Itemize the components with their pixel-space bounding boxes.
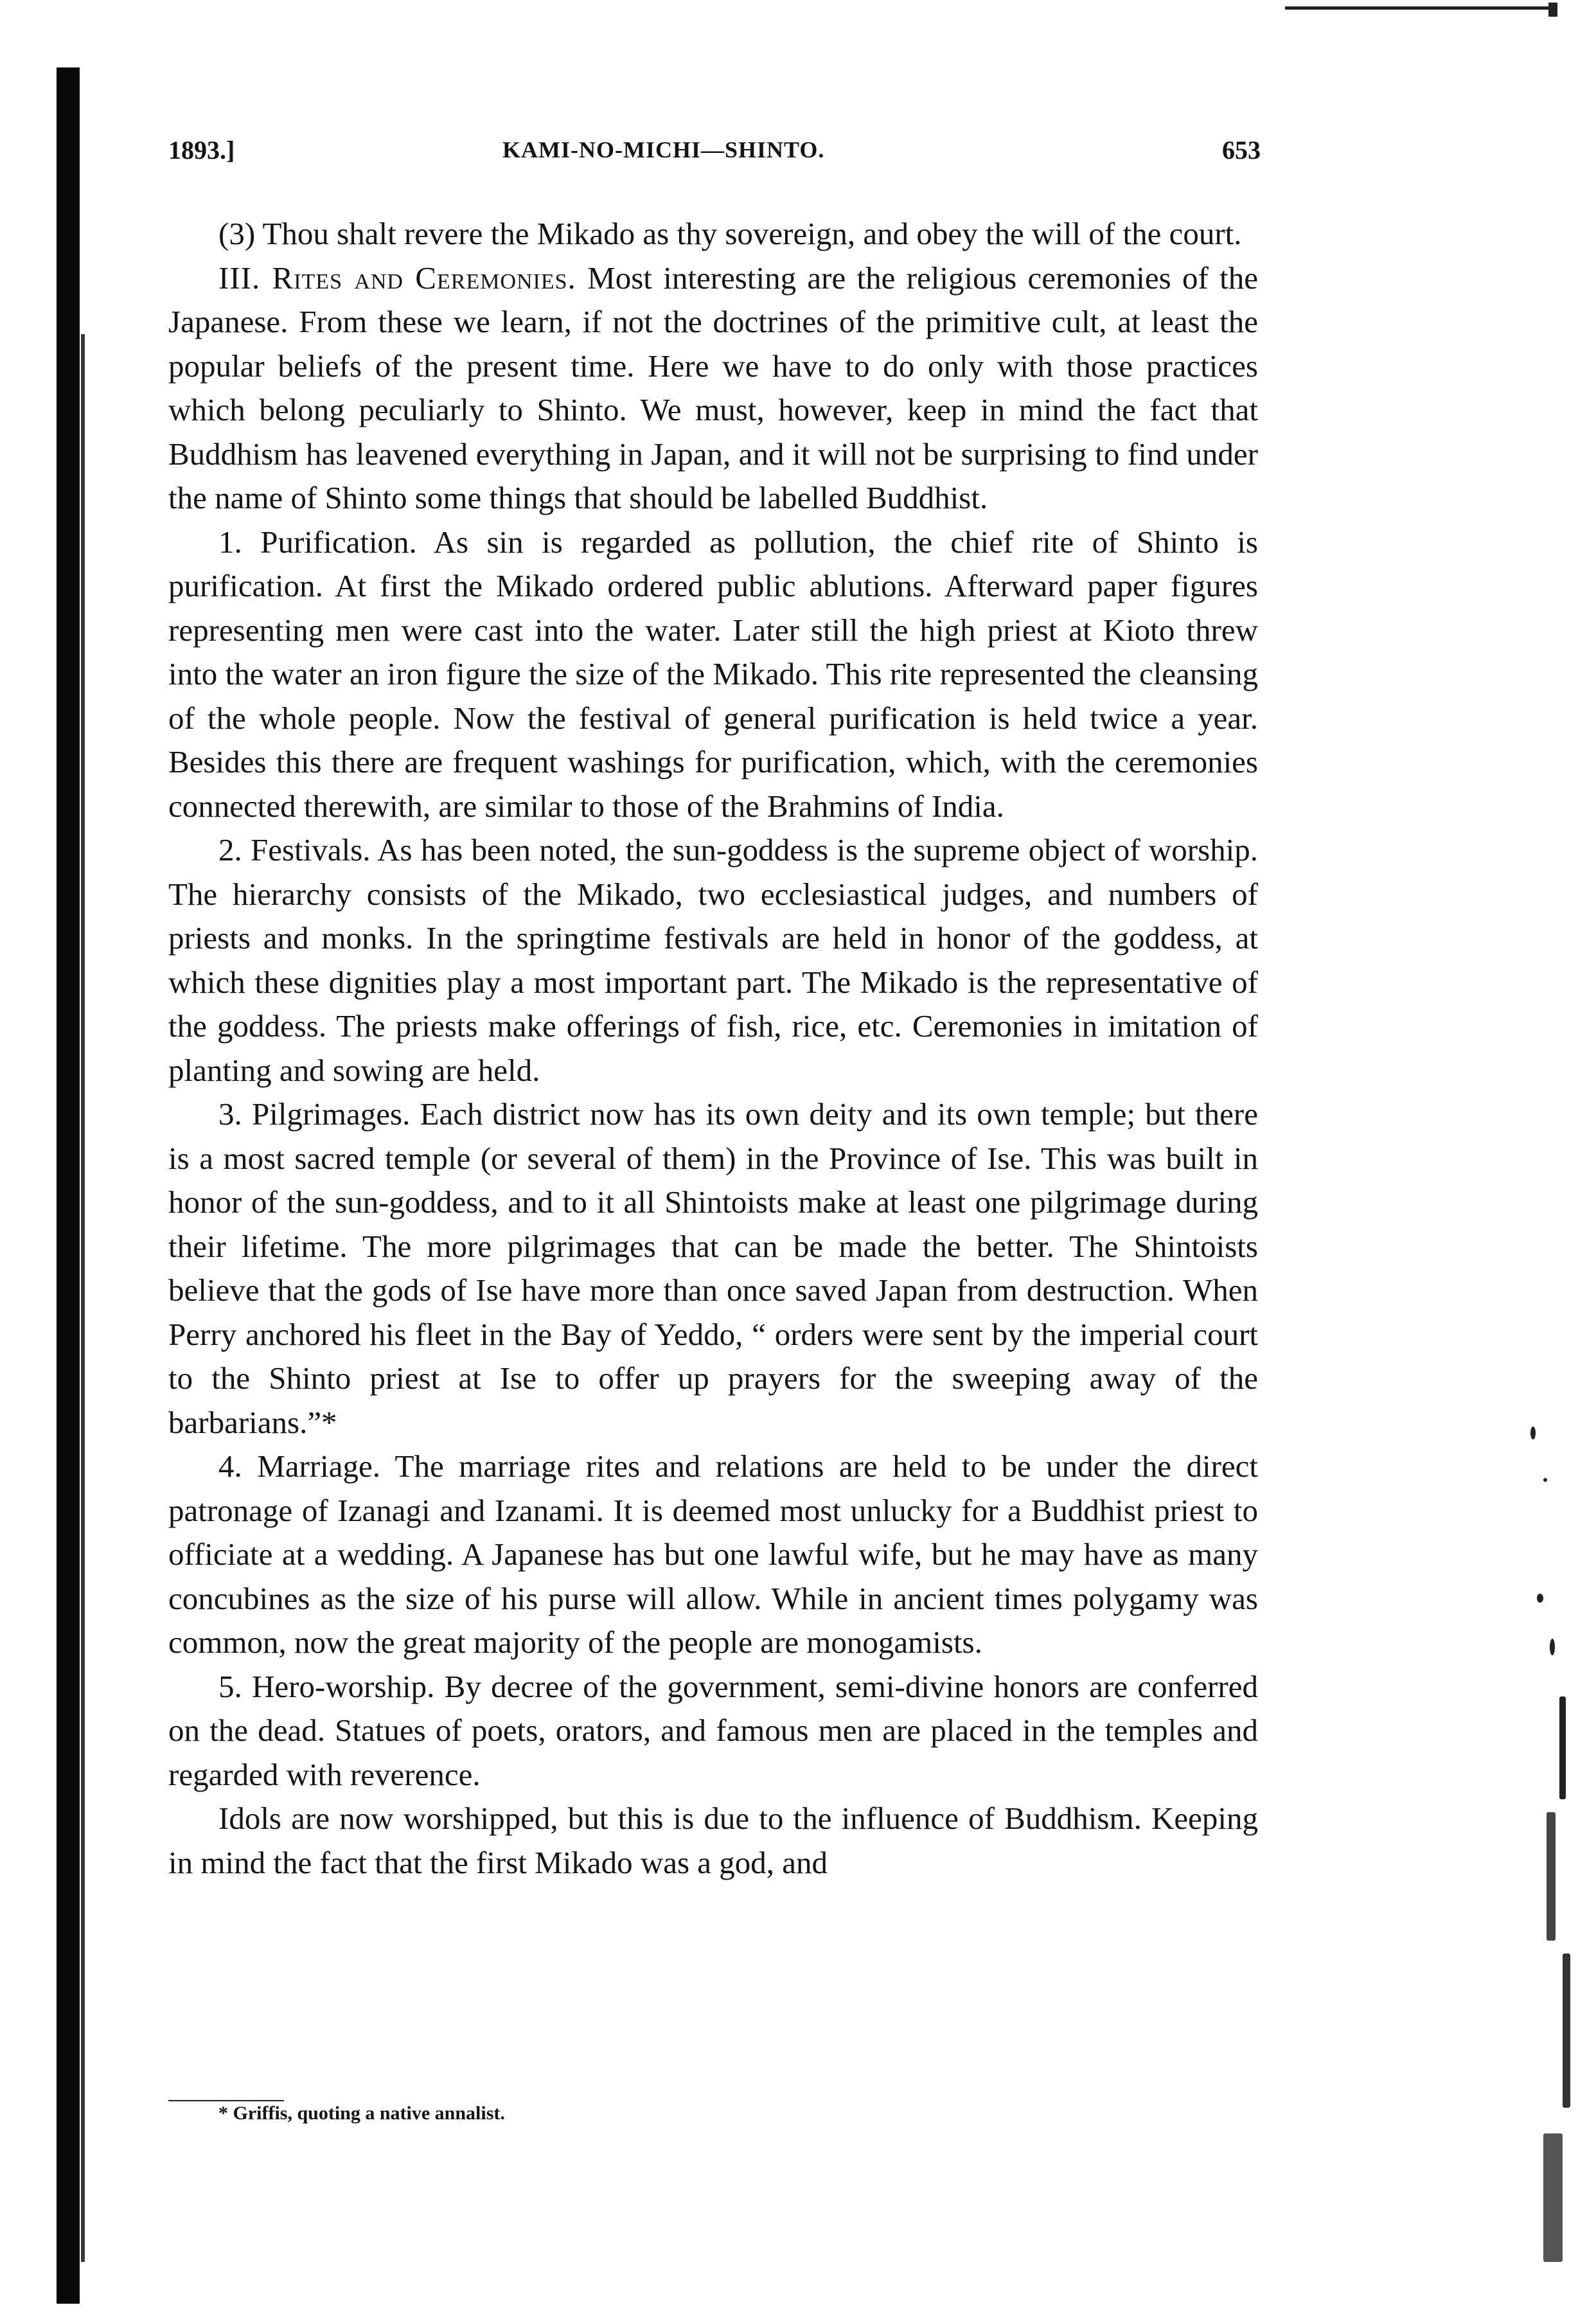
festivals-paragraph: 2. Festivals. As has been noted, the sun-goddess is the supreme object of worship. The hierarchy consists of the Mikado, two ecclesiastical judges, and numbers of priests and monks. In the springtime festivals are held in honor of the goddess, at which these dignities play a most important part. The Mikado is the representative of the goddess. The priests make offerings of fish, rice, etc. Ceremonies in imitation of planting and sowing are held. — [168, 832, 1258, 1088]
book-binding-shadow — [57, 67, 80, 2304]
page-number: 653 — [1222, 136, 1261, 165]
idols-paragraph: Idols are now worshipped, but this is due to the influence of Buddhism. Keeping in mind the fact that the first Mikado was a god, and — [168, 1801, 1258, 1880]
hero-worship-paragraph: 5. Hero-worship. By decree of the government, semi-divine honors are conferred on the dead. Statues of poets, orators, and famous men are placed in the temples and regarded with reverence. — [168, 1668, 1258, 1792]
top-edge-mark — [1548, 3, 1557, 17]
marriage-paragraph: 4. Marriage. The marriage rites and relations are held to be under the direct patronage of Izanagi and Izanami. It is deemed most unlucky for a Buddhist priest to officiate at a wedding. A Japanese has but one lawful wife, but he may have as many concubines as the size of his purse will allow. While in ancient times polygamy was common, now the great majority of the people are monogamists. — [168, 1448, 1258, 1660]
section-3-heading: III. Rites and Ceremonies. — [218, 260, 576, 296]
page-edge-artifacts — [1524, 1427, 1575, 2281]
header-title: KAMI-NO-MICHI—SHINTO. — [502, 137, 825, 163]
binding-shadow-edge — [81, 334, 85, 2262]
article-body — [168, 212, 1258, 1885]
header-year: 1893.] — [168, 136, 235, 165]
footnote-divider — [168, 2100, 284, 2101]
section-3-text: Most interesting are the religious ceremonies of the Japanese. From these we learn, if not the doctrines of the primitive cult, at least the popular beliefs of the present time. Here we have to do only with those practices which belong peculiarly to Shinto. We must, however, keep in mind the fact that Buddhism has leavened everything in Japan, and it will not be surprising to find under the name of Shinto some things that should be labelled Buddhist. — [168, 260, 1259, 515]
top-edge-rule — [1285, 6, 1555, 10]
footnote: * Griffis, quoting a native annalist. — [218, 2103, 505, 2124]
purification-paragraph: 1. Purification. As sin is regarded as pollution, the chief rite of Shinto is purification. At first the Mikado ordered public ablutions. Afterward paper figures representing men were cast into the water. Later still the high priest at Kioto threw into the water an iron figure the size of the Mikado. This rite represented the cleansing of the whole people. Now the festival of general purification is held twice a year. Besides this there are frequent washings for purification, which, with the ceremonies connected therewith, are similar to those of the Brahmins of India. — [168, 524, 1258, 824]
commandment-3-paragraph: (3) Thou shalt revere the Mikado as thy sovereign, and obey the will of the court. — [218, 216, 1242, 251]
running-head — [168, 135, 1261, 174]
section-3-paragraph — [168, 256, 1258, 521]
pilgrimages-paragraph: 3. Pilgrimages. Each district now has its own deity and its own temple; but there is a most sacred temple (or several of them) in the Province of Ise. This was built in honor of the sun-goddess, and to it all Shintoists make at least one pilgrimage during their lifetime. The more pilgrimages that can be made the better. The Shintoists believe that the gods of Ise have more than once saved Japan from destruction. When Perry anchored his fleet in the Bay of Yeddo, “ orders were sent by the imperial court to the Shinto priest at Ise to offer up prayers for the sweeping away of the barbarians.”* — [168, 1096, 1258, 1440]
